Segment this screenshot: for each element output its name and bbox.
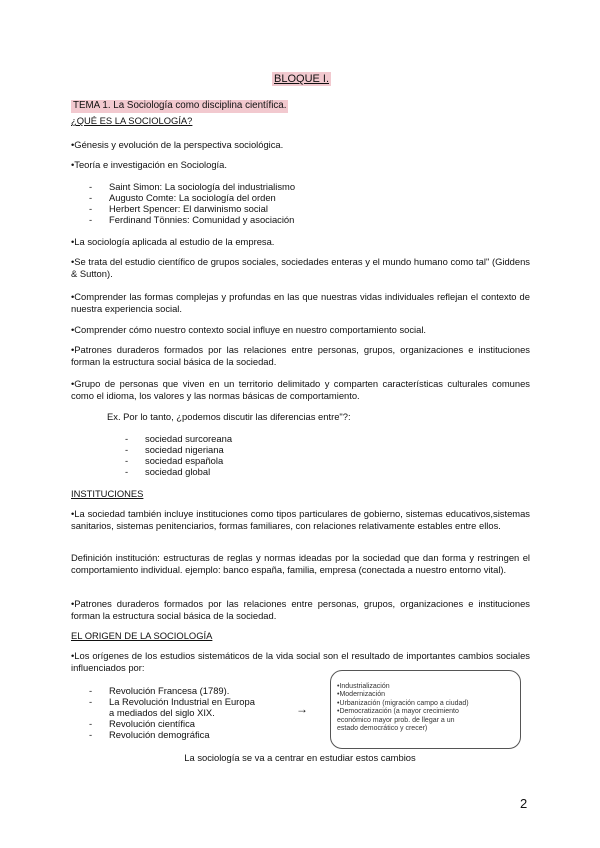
societies-list xyxy=(125,433,232,477)
paragraph-teoria: •Teoría e investigación en Sociología. xyxy=(71,159,227,170)
paragraph-genesis: •Génesis y evolución de la perspectiva sociológica. xyxy=(71,139,284,150)
paragraph-comprender-1: •Comprender las formas complejas y profundas en las que nuestras vidas individuales reflejan el contexto de nuestra experiencia social. xyxy=(71,291,530,315)
revolutions-list xyxy=(89,685,255,740)
paragraph-estudio: •Se trata del estudio científico de grupos sociales, sociedades enteras y el mundo humano como tal" (Giddens & Sutton). xyxy=(71,256,530,280)
section-heading-instituciones: INSTITUCIONES xyxy=(71,488,144,499)
page-number: 2 xyxy=(520,796,528,811)
paragraph-ejemplo: Ex. Por lo tanto, ¿podemos discutir las diferencias entre"?: xyxy=(107,411,351,422)
section-heading-origen: EL ORIGEN DE LA SOCIOLOGÍA xyxy=(71,630,213,641)
list-item: - Augusto Comte: La sociología del orden xyxy=(89,192,276,203)
list-item: - Ferdinand Tönnies: Comunidad y asociación xyxy=(89,214,295,225)
paragraph-patrones-1: •Patrones duraderos formados por las relaciones entre personas, grupos, organizaciones e instituciones forman la estructura social básica de la sociedad. xyxy=(71,344,530,368)
page-title: BLOQUE I. xyxy=(274,73,330,85)
box-line: •Modernización xyxy=(337,691,385,699)
list-item: - La Revolución Industrial en Europa xyxy=(89,696,255,707)
arrow-icon: → xyxy=(296,702,308,716)
paragraph-comprender-2: •Comprender cómo nuestro contexto social influye en nuestro comportamiento social. xyxy=(71,324,427,335)
conclusion-text: La sociología se va a centrar en estudiar estos cambios xyxy=(184,752,416,763)
box-line: económico mayor prob. de llegar a un xyxy=(337,716,455,724)
paragraph-origenes: •Los orígenes de los estudios sistemáticos de la vida social son el resultado de importantes cambios sociales influenciados por: xyxy=(71,650,530,674)
list-item: - Revolución demográfica xyxy=(89,729,210,740)
list-item: a mediados del siglo XIX. xyxy=(109,707,215,718)
topic-heading: TEMA 1. La Sociología como disciplina científica. xyxy=(73,100,287,111)
list-item: - sociedad nigeriana xyxy=(125,444,224,455)
list-item: - Revolución Francesa (1789). xyxy=(89,685,230,696)
paragraph-aplicada: •La sociología aplicada al estudio de la empresa. xyxy=(71,236,275,247)
list-item: - sociedad española xyxy=(125,455,224,466)
authors-list xyxy=(89,181,295,225)
list-item: - Herbert Spencer: El darwinismo social xyxy=(89,203,268,214)
list-item: - Saint Simon: La sociología del industrialismo xyxy=(89,181,296,192)
list-item: - Revolución científica xyxy=(89,718,195,729)
paragraph-instituciones: •La sociedad también incluye instituciones como tipos particulares de gobierno, sistemas educativos,sistemas sanitarios, sistemas penitenciarios, formas familiares, con relaciones relativamente estables entre ellos. xyxy=(71,508,530,532)
paragraph-patrones-2: •Patrones duraderos formados por las relaciones entre personas, grupos, organizaciones e instituciones forman la estructura social básica de la sociedad. xyxy=(71,598,530,622)
box-line: •Democratización (a mayor crecimiento xyxy=(337,708,459,716)
section-heading-que-es: ¿QUÉ ES LA SOCIOLOGÍA? xyxy=(71,115,193,126)
paragraph-grupo: •Grupo de personas que viven en un territorio delimitado y comparten características culturales comunes como el idioma, los valores y las normas básicas de comportamiento. xyxy=(71,378,530,402)
box-line: •Industrialización xyxy=(337,683,390,690)
list-item: - sociedad global xyxy=(125,466,211,477)
list-item: - sociedad surcoreana xyxy=(125,433,233,444)
box-line: estado democrático y crecer) xyxy=(337,725,428,733)
paragraph-definicion: Definición institución: estructuras de reglas y normas ideadas por la sociedad que dan forma y restringen el comportamiento individual. ejemplo: banco españa, familia, empresa (conectada a nuestro entorno vital). xyxy=(71,552,530,576)
changes-box-text xyxy=(337,683,519,733)
box-line: •Urbanización (migración campo a ciudad) xyxy=(337,699,469,707)
